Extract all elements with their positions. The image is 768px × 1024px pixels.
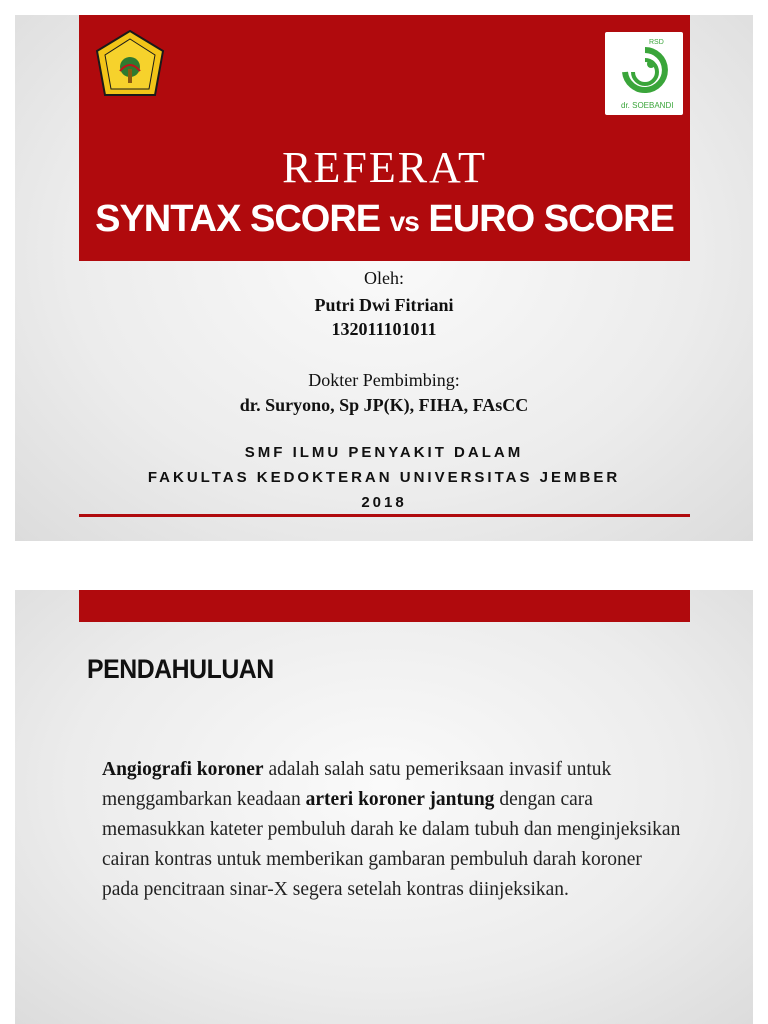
author-name: Putri Dwi Fitriani <box>314 295 454 315</box>
divider-rule <box>79 514 690 517</box>
slide-title-main <box>79 195 690 246</box>
supervisor-name: dr. Suryono, Sp JP(K), FIHA, FAsCC <box>239 395 529 415</box>
department-line-2: FAKULTAS KEDOKTERAN UNIVERSITAS JEMBER <box>147 469 621 486</box>
title-part-euro: EURO SCORE <box>418 198 674 240</box>
title-part-syntax: SYNTAX SCORE <box>95 198 390 240</box>
slide-title-referat: REFERAT <box>282 143 487 192</box>
hospital-logo <box>605 32 683 115</box>
section-heading: PENDAHULUAN <box>87 654 274 684</box>
author-id: 132011101011 <box>331 319 437 339</box>
svg-text:RSD: RSD <box>649 39 664 46</box>
title-banner <box>79 15 690 261</box>
slide-introduction <box>15 590 753 1024</box>
svg-text:dr. SOEBANDI: dr. SOEBANDI <box>621 101 674 110</box>
para-text-2: dengan cara memasukkan kateter pembuluh darah ke dalam tubuh dan menginjeksikan cairan kontras untuk memberikan gambaran pembuluh darah koroner pada pencitraan sinar-X segera setelah kontras diinjeksikan. <box>102 789 681 900</box>
university-logo <box>93 29 167 103</box>
header-bar <box>79 590 690 622</box>
oleh-label: Oleh: <box>364 268 404 288</box>
para-text-1: adalah salah satu pemeriksaan invasif untuk menggambarkan keadaan <box>102 759 612 810</box>
year: 2018 <box>361 494 407 511</box>
intro-paragraph <box>102 755 682 905</box>
university-shield-icon <box>93 29 167 103</box>
hospital-emblem-icon <box>605 32 683 115</box>
title-part-vs: vs <box>389 206 419 237</box>
term-arteri: arteri koroner jantung <box>305 789 495 810</box>
department-line-1: SMF ILMU PENYAKIT DALAM <box>244 444 524 461</box>
term-angiografi: Angiografi koroner <box>102 759 264 780</box>
supervisor-label: Dokter Pembimbing: <box>308 370 460 390</box>
slide-title <box>15 15 753 541</box>
